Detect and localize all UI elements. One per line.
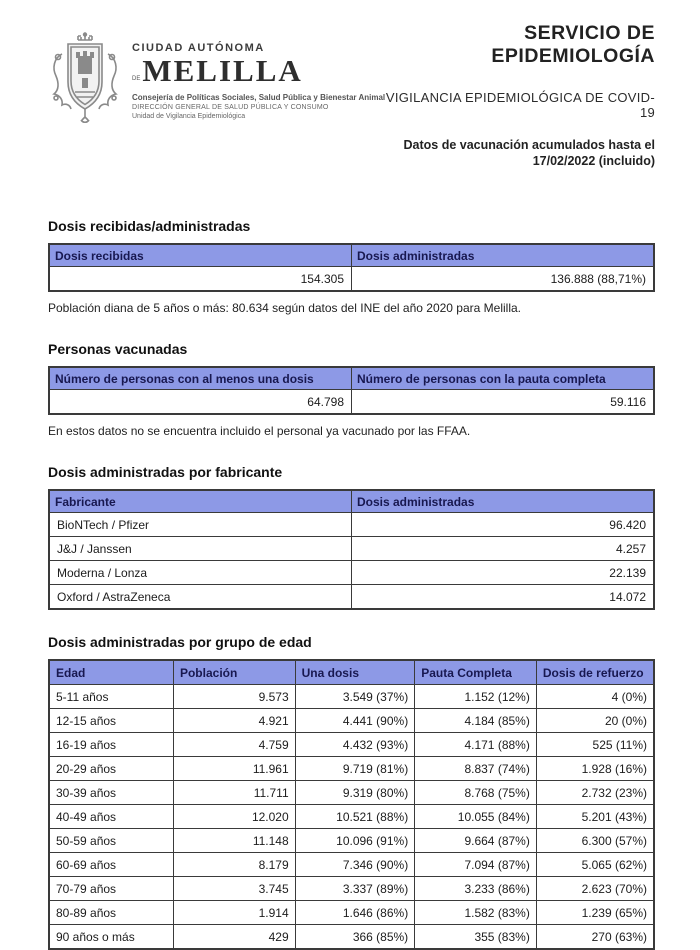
age-one-dose-cell: 1.646 (86%)	[295, 900, 415, 924]
age-population-cell: 8.179	[173, 852, 295, 876]
age-row	[49, 804, 654, 828]
age-booster-cell: 5.201 (43%)	[536, 804, 654, 828]
age-booster-cell: 2.623 (70%)	[536, 876, 654, 900]
melilla-brand-text	[132, 32, 385, 170]
manufacturer-name-cell: Oxford / AstraZeneca	[49, 584, 352, 609]
persons-one-dose-value: 64.798	[49, 389, 352, 414]
age-booster-cell: 6.300 (57%)	[536, 828, 654, 852]
de-label: DE	[132, 76, 141, 82]
age-full-schedule-cell: 1.582 (83%)	[415, 900, 537, 924]
age-row	[49, 852, 654, 876]
age-refuerzo-header: Dosis de refuerzo	[536, 660, 654, 685]
age-group-cell: 70-79 años	[49, 876, 173, 900]
age-full-schedule-cell: 3.233 (86%)	[415, 876, 537, 900]
age-booster-cell: 4 (0%)	[536, 684, 654, 708]
age-one-dose-cell: 7.346 (90%)	[295, 852, 415, 876]
section-title-doses: Dosis recibidas/administradas	[48, 217, 251, 234]
age-population-cell: 9.573	[173, 684, 295, 708]
manufacturer-doses-cell: 4.257	[352, 536, 655, 560]
manufacturer-row	[49, 512, 654, 536]
manufacturer-header-row	[49, 490, 654, 513]
section-title-age: Dosis administradas por grupo de edad	[48, 633, 312, 650]
data-cutoff-line1: Datos de vacunación acumulados hasta el	[403, 138, 655, 152]
manufacturer-name-cell: Moderna / Lonza	[49, 560, 352, 584]
melilla-coat-of-arms-icon	[48, 32, 122, 170]
age-row	[49, 828, 654, 852]
manufacturer-doses-header: Dosis administradas	[352, 490, 655, 513]
age-full-schedule-cell: 355 (83%)	[415, 924, 537, 949]
age-one-dose-cell: 3.549 (37%)	[295, 684, 415, 708]
consejeria-label: Consejería de Políticas Sociales, Salud Pública y Bienestar Animal	[132, 93, 386, 102]
age-full-schedule-cell: 4.171 (88%)	[415, 732, 537, 756]
age-row	[49, 876, 654, 900]
data-cutoff-note	[378, 137, 655, 170]
service-title: SERVICIO DE EPIDEMIOLOGÍA	[491, 22, 655, 67]
doses-table	[48, 243, 655, 292]
age-header-row	[49, 660, 654, 685]
doses-administered-value: 136.888 (88,71%)	[352, 266, 655, 291]
age-full-schedule-cell: 8.837 (74%)	[415, 756, 537, 780]
age-one-dose-cell: 4.432 (93%)	[295, 732, 415, 756]
age-population-cell: 429	[173, 924, 295, 949]
age-row	[49, 756, 654, 780]
persons-value-row	[49, 389, 654, 414]
doses-header-row	[49, 244, 654, 267]
age-population-cell: 11.711	[173, 780, 295, 804]
age-una-dosis-header: Una dosis	[295, 660, 415, 685]
manufacturer-row	[49, 584, 654, 609]
age-group-cell: 30-39 años	[49, 780, 173, 804]
melilla-wordmark: MELILLA	[142, 53, 303, 88]
age-one-dose-cell: 4.441 (90%)	[295, 708, 415, 732]
age-booster-cell: 5.065 (62%)	[536, 852, 654, 876]
persons-header-row	[49, 367, 654, 390]
doses-value-row	[49, 266, 654, 291]
surveillance-subtitle: VIGILANCIA EPIDEMIOLÓGICA DE COVID-19	[385, 90, 655, 120]
manufacturer-doses-cell: 14.072	[352, 584, 655, 609]
age-full-schedule-cell: 1.152 (12%)	[415, 684, 537, 708]
age-edad-header: Edad	[49, 660, 173, 685]
age-population-cell: 4.759	[173, 732, 295, 756]
persons-full-schedule-value: 59.116	[352, 389, 655, 414]
age-booster-cell: 1.239 (65%)	[536, 900, 654, 924]
data-cutoff-line2: 17/02/2022 (incluido)	[532, 154, 655, 169]
doses-received-header: Dosis recibidas	[49, 244, 352, 267]
manufacturer-doses-cell: 96.420	[352, 512, 655, 536]
age-group-cell: 20-29 años	[49, 756, 173, 780]
direccion-general-label: DIRECCIÓN GENERAL DE SALUD PÚBLICA Y CONSUMO	[132, 104, 329, 111]
section-title-persons: Personas vacunadas	[48, 340, 188, 357]
age-group-cell: 60-69 años	[49, 852, 173, 876]
age-booster-cell: 2.732 (23%)	[536, 780, 654, 804]
age-group-cell: 12-15 años	[49, 708, 173, 732]
age-row	[49, 708, 654, 732]
age-population-cell: 1.914	[173, 900, 295, 924]
age-row	[49, 900, 654, 924]
report-header	[48, 16, 655, 170]
target-population-note: Población diana de 5 años o más: 80.634 según datos del INE del año 2020 para Melilla.	[48, 300, 521, 315]
age-group-cell: 50-59 años	[49, 828, 173, 852]
age-row	[49, 684, 654, 708]
unidad-vigilancia-label: Unidad de Vigilancia Epidemiológica	[132, 113, 246, 120]
age-pauta-completa-header: Pauta Completa	[415, 660, 537, 685]
doses-administered-header: Dosis administradas	[352, 244, 655, 267]
age-population-cell: 3.745	[173, 876, 295, 900]
age-booster-cell: 525 (11%)	[536, 732, 654, 756]
age-table	[48, 659, 655, 950]
age-full-schedule-cell: 10.055 (84%)	[415, 804, 537, 828]
age-booster-cell: 270 (63%)	[536, 924, 654, 949]
age-one-dose-cell: 10.096 (91%)	[295, 828, 415, 852]
persons-table	[48, 366, 655, 415]
persons-one-dose-header: Número de personas con al menos una dosis	[49, 367, 352, 390]
ciudad-autonoma-label: CIUDAD AUTÓNOMA	[132, 42, 265, 54]
age-group-cell: 16-19 años	[49, 732, 173, 756]
age-row	[49, 732, 654, 756]
age-one-dose-cell: 9.719 (81%)	[295, 756, 415, 780]
age-group-cell: 40-49 años	[49, 804, 173, 828]
age-row	[49, 780, 654, 804]
age-one-dose-cell: 9.319 (80%)	[295, 780, 415, 804]
age-one-dose-cell: 366 (85%)	[295, 924, 415, 949]
manufacturer-name-cell: BioNTech / Pfizer	[49, 512, 352, 536]
age-one-dose-cell: 3.337 (89%)	[295, 876, 415, 900]
age-poblacion-header: Población	[173, 660, 295, 685]
age-one-dose-cell: 10.521 (88%)	[295, 804, 415, 828]
section-title-manufacturer: Dosis administradas por fabricante	[48, 463, 283, 480]
age-full-schedule-cell: 7.094 (87%)	[415, 852, 537, 876]
age-booster-cell: 20 (0%)	[536, 708, 654, 732]
age-booster-cell: 1.928 (16%)	[536, 756, 654, 780]
age-full-schedule-cell: 9.664 (87%)	[415, 828, 537, 852]
age-full-schedule-cell: 4.184 (85%)	[415, 708, 537, 732]
age-group-cell: 90 años o más	[49, 924, 173, 949]
report-titles	[378, 16, 655, 170]
age-group-cell: 5-11 años	[49, 684, 173, 708]
ffaa-note: En estos datos no se encuentra incluido el personal ya vacunado por las FFAA.	[48, 423, 471, 438]
manufacturer-table	[48, 489, 655, 610]
age-population-cell: 11.961	[173, 756, 295, 780]
melilla-brand-block	[48, 32, 386, 170]
manufacturer-name-header: Fabricante	[49, 490, 352, 513]
age-population-cell: 4.921	[173, 708, 295, 732]
age-row	[49, 924, 654, 949]
manufacturer-row	[49, 536, 654, 560]
age-full-schedule-cell: 8.768 (75%)	[415, 780, 537, 804]
age-population-cell: 11.148	[173, 828, 295, 852]
age-population-cell: 12.020	[173, 804, 295, 828]
persons-full-schedule-header: Número de personas con la pauta completa	[352, 367, 655, 390]
age-group-cell: 80-89 años	[49, 900, 173, 924]
doses-received-value: 154.305	[49, 266, 352, 291]
manufacturer-name-cell: J&J / Janssen	[49, 536, 352, 560]
manufacturer-row	[49, 560, 654, 584]
manufacturer-doses-cell: 22.139	[352, 560, 655, 584]
